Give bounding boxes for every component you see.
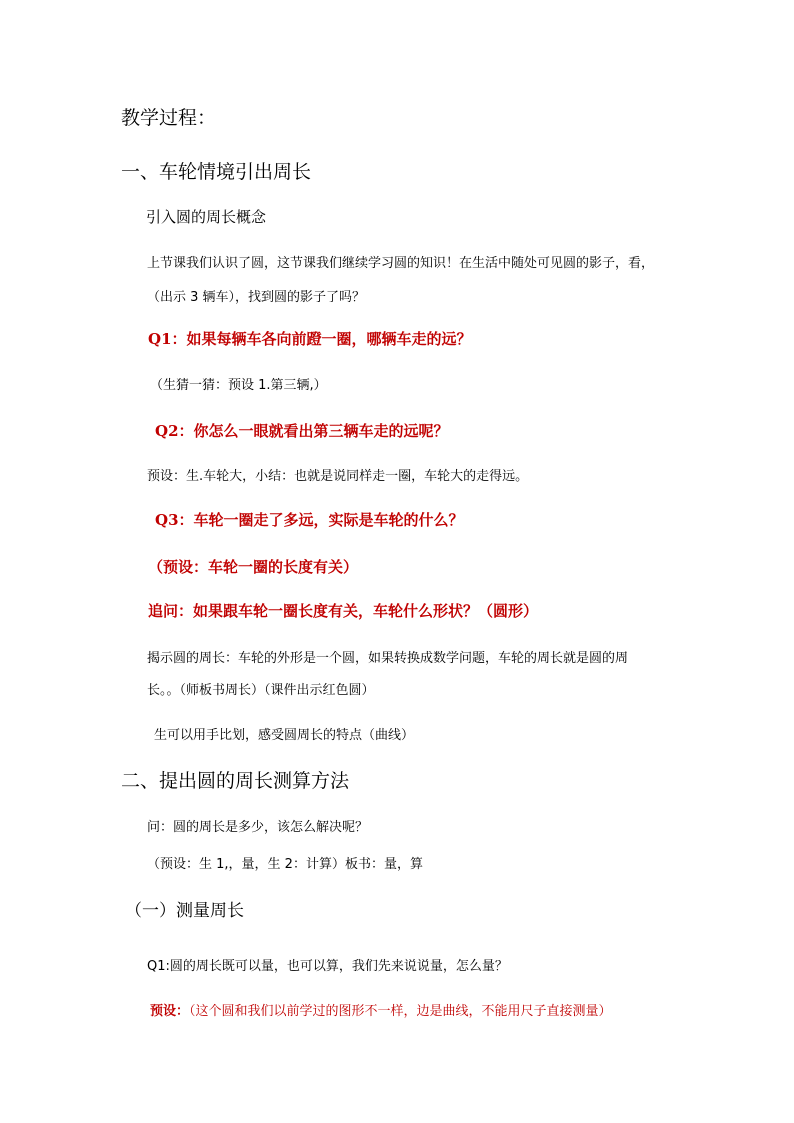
section2-question: 问：圆的周长是多少，该怎么解决呢？ (147, 820, 369, 835)
title: 教学过程： (121, 107, 217, 129)
q1-answer: （生猜一猜：预设 1.第三辆,） (150, 378, 327, 393)
reveal-line2: 长。。（师板书周长）（课件出示红色圆） (147, 683, 375, 698)
gesture-note: 生可以用手比划，感受圆周长的特点（曲线） (154, 728, 415, 743)
q3-answer: （预设：车轮一圈的长度有关） (148, 558, 359, 576)
section2-preset: （预设：生 1,，量，生 2：计算）板书：量，算 (147, 857, 423, 872)
subsection1-preset (150, 1005, 612, 1018)
section1-heading: 一、车轮情境引出周长 (121, 161, 312, 183)
section1-subheading: 引入圆的周长概念 (146, 208, 267, 226)
intro-line1: 上节课我们认识了圆，这节课我们继续学习圆的知识！在生活中随处可见圆的影子，看， (147, 256, 655, 271)
q2-answer: 预设：生.车轮大，小结：也就是说同样走一圈，车轮大的走得远。 (147, 469, 529, 484)
preset-label: 预设： (150, 1004, 190, 1019)
q3: Q3：车轮一圈走了多远，实际是车轮的什么？ (155, 511, 464, 529)
section2-heading: 二、提出圆的周长测算方法 (121, 770, 350, 792)
followup-question: 追问：如果跟车轮一圈长度有关，车轮什么形状？（圆形） (148, 602, 539, 620)
intro-line2: （出示 3 辆车），找到圆的影子了吗？ (147, 290, 366, 305)
preset-text: （这个圆和我们以前学过的图形不一样，边是曲线，不能用尺子直接测量） (189, 1004, 612, 1019)
q2: Q2：你怎么一眼就看出第三辆车走的远呢？ (155, 422, 449, 440)
reveal-line1: 揭示圆的周长：车轮的外形是一个圆，如果转换成数学问题，车轮的周长就是圆的周 (147, 651, 629, 666)
subsection1-heading: （一）测量周长 (125, 901, 244, 921)
q1: Q1：如果每辆车各向前蹬一圈，哪辆车走的远？ (148, 330, 472, 348)
subsection1-q1: Q1:圆的周长既可以量，也可以算，我们先来说说量，怎么量？ (147, 959, 508, 974)
